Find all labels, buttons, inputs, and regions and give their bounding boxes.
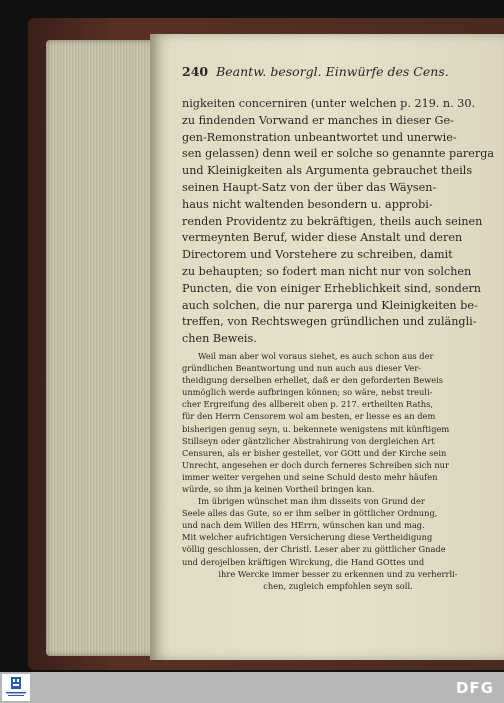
viewer-footer — [0, 672, 504, 703]
text-line: immer weiter vergehen und seine Schuld desto mehr häufen — [182, 471, 438, 482]
text-line: auch solchen, die nur parerga und Kleinigkeiten be- — [182, 298, 478, 312]
franckesche-stiftungen-logo-icon — [2, 674, 30, 701]
dfg-logo[interactable]: DFG — [455, 679, 494, 697]
text-line: Censuren, als er bisher gestellet, vor GOtt und der Kirche sein — [182, 447, 447, 458]
text-line: für den Herrn Censorem wol am besten, er liesse es an dem — [182, 411, 436, 422]
page-number: 240 — [182, 64, 209, 79]
text-line: Stillseyn oder gäntzlicher Abstrahirung von dergleichen Art — [182, 435, 435, 446]
text-line: gen-Remonstration unbeantwortet und unerwie- — [182, 130, 457, 144]
text-line: Im übrigen wünschet man ihm disseits von Grund der — [198, 496, 425, 507]
page-header — [182, 64, 500, 79]
text-line: zu findenden Vorwand er manches in dieser Ge- — [182, 113, 454, 127]
text-line: und nach dem Willen des HErrn, wünschen kan und mag. — [182, 520, 425, 531]
text-line: treffen, von Rechtswegen gründlichen und zulängli- — [182, 315, 477, 329]
text-line: renden Providentz zu bekräftigen, theils auch seinen — [182, 214, 483, 228]
text-line: Puncten, die von einiger Erheblichkeit sind, sondern — [182, 281, 482, 295]
text-line: und Kleinigkeiten als Argumenta gebrauchet theils — [182, 164, 473, 178]
text-line: vermeynten Beruf, wider diese Anstalt und deren — [182, 231, 463, 245]
text-line: und derojelben kräftigen Wirckung, die Hand GOttes und — [182, 556, 425, 567]
text-line: völlig geschlossen, der Christl. Leser aber zu göttlicher Gnade — [182, 544, 446, 555]
library-logo[interactable] — [2, 674, 30, 701]
running-title: Beantw. besorgl. Einwürfe des Cens. — [216, 64, 449, 79]
text-line: nigkeiten concerniren (unter welchen p. 219. n. 30. — [182, 97, 476, 110]
paragraph-block-large — [182, 96, 494, 348]
paragraph-block-small — [182, 350, 494, 592]
text-line: theidigung derselben erhellet, daß er den geforderten Beweis — [182, 375, 444, 386]
page-text — [182, 96, 494, 592]
text-line: bisherigen genug seyn, u. bekennete wenigstens mit künftigem — [182, 423, 450, 434]
text-line: seinen Haupt-Satz von der über das Wäysen- — [182, 180, 437, 194]
text-line: Mit welcher aufrichtigen Versicherung diese Vertheidigung — [182, 532, 433, 543]
text-line: gründlichen Beantwortung und nun auch aus dieser Ver- — [182, 363, 422, 374]
text-line: sen gelassen) denn weil er solche so genannte parerga — [182, 147, 494, 161]
text-line: ihre Wercke immer besser zu erkennen und zu verherrli- — [218, 568, 458, 579]
text-line: zu behaupten; so fodert man nicht nur von solchen — [182, 264, 472, 278]
text-line: Directorem und Vorstehere zu schreiben, damit — [182, 248, 453, 262]
text-line: Weil man aber wol voraus siehet, es auch schon aus der — [198, 350, 434, 361]
page-edges — [46, 40, 158, 656]
text-line: Seele alles das Gute, so er ihm selber in göttlicher Ordnung, — [182, 508, 438, 519]
text-line: unmöglich werde aufbringen können; so wäre, nebst treuli- — [182, 387, 433, 398]
text-line: chen, zugleich empfohlen seyn soll. — [263, 580, 413, 591]
text-line: cher Ergreifung des allbereit oben p. 217. ertheilten Raths, — [182, 399, 434, 410]
text-line: haus nicht waltenden besondern u. approbi- — [182, 197, 433, 211]
text-line: chen Beweis. — [182, 332, 257, 346]
text-line: würde, so ihm ja keinen Vortheil bringen kan. — [182, 483, 375, 494]
text-line: Unrecht, angesehen er doch durch ferneres Schreiben sich nur — [182, 459, 449, 470]
